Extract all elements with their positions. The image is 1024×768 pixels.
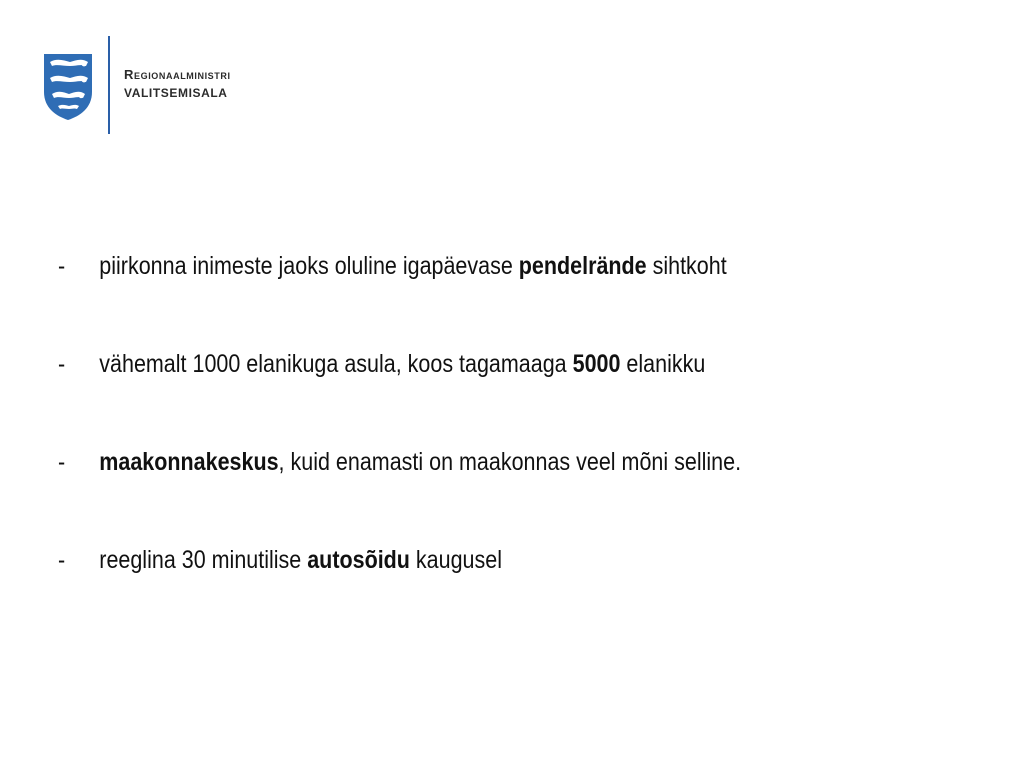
- bullet-emphasis: 5000: [572, 350, 621, 378]
- bullet-item: [58, 246, 866, 286]
- bullet-text: [99, 540, 502, 580]
- bullet-text-part: kaugusel: [409, 546, 502, 574]
- bullet-text: [99, 246, 726, 286]
- bullet-text: [99, 442, 741, 482]
- bullet-emphasis: pendelrände: [518, 252, 647, 280]
- bullet-text-part: vähemalt 1000 elanikuga asula, koos tagamaaga: [99, 350, 573, 378]
- bullet-marker: -: [58, 350, 66, 378]
- bullet-text: [99, 344, 705, 384]
- org-name-line1: Regionaalministri: [124, 67, 231, 82]
- org-name-line2: VALITSEMISALA: [124, 86, 228, 100]
- bullet-item: [58, 442, 866, 482]
- bullet-item: [58, 344, 866, 384]
- organization-name: [124, 66, 231, 102]
- header-logo: [42, 36, 231, 136]
- bullet-marker: -: [58, 252, 66, 280]
- bullet-text-part: piirkonna inimeste jaoks oluline igapäevase: [99, 252, 519, 280]
- estonian-coat-of-arms-icon: [42, 52, 94, 122]
- bullet-text-part: reeglina 30 minutilise: [99, 546, 308, 574]
- bullet-marker: -: [58, 546, 66, 574]
- header-divider: [108, 36, 110, 134]
- bullet-text-part: elanikku: [620, 350, 706, 378]
- bullet-emphasis: autosõidu: [307, 546, 410, 574]
- bullet-text-part: sihtkoht: [646, 252, 727, 280]
- bullet-list: [58, 246, 998, 638]
- bullet-marker: -: [58, 448, 66, 476]
- bullet-emphasis: maakonnakeskus: [99, 448, 279, 476]
- bullet-text-part: , kuid enamasti on maakonnas veel mõni selline.: [278, 448, 742, 476]
- bullet-item: [58, 540, 866, 580]
